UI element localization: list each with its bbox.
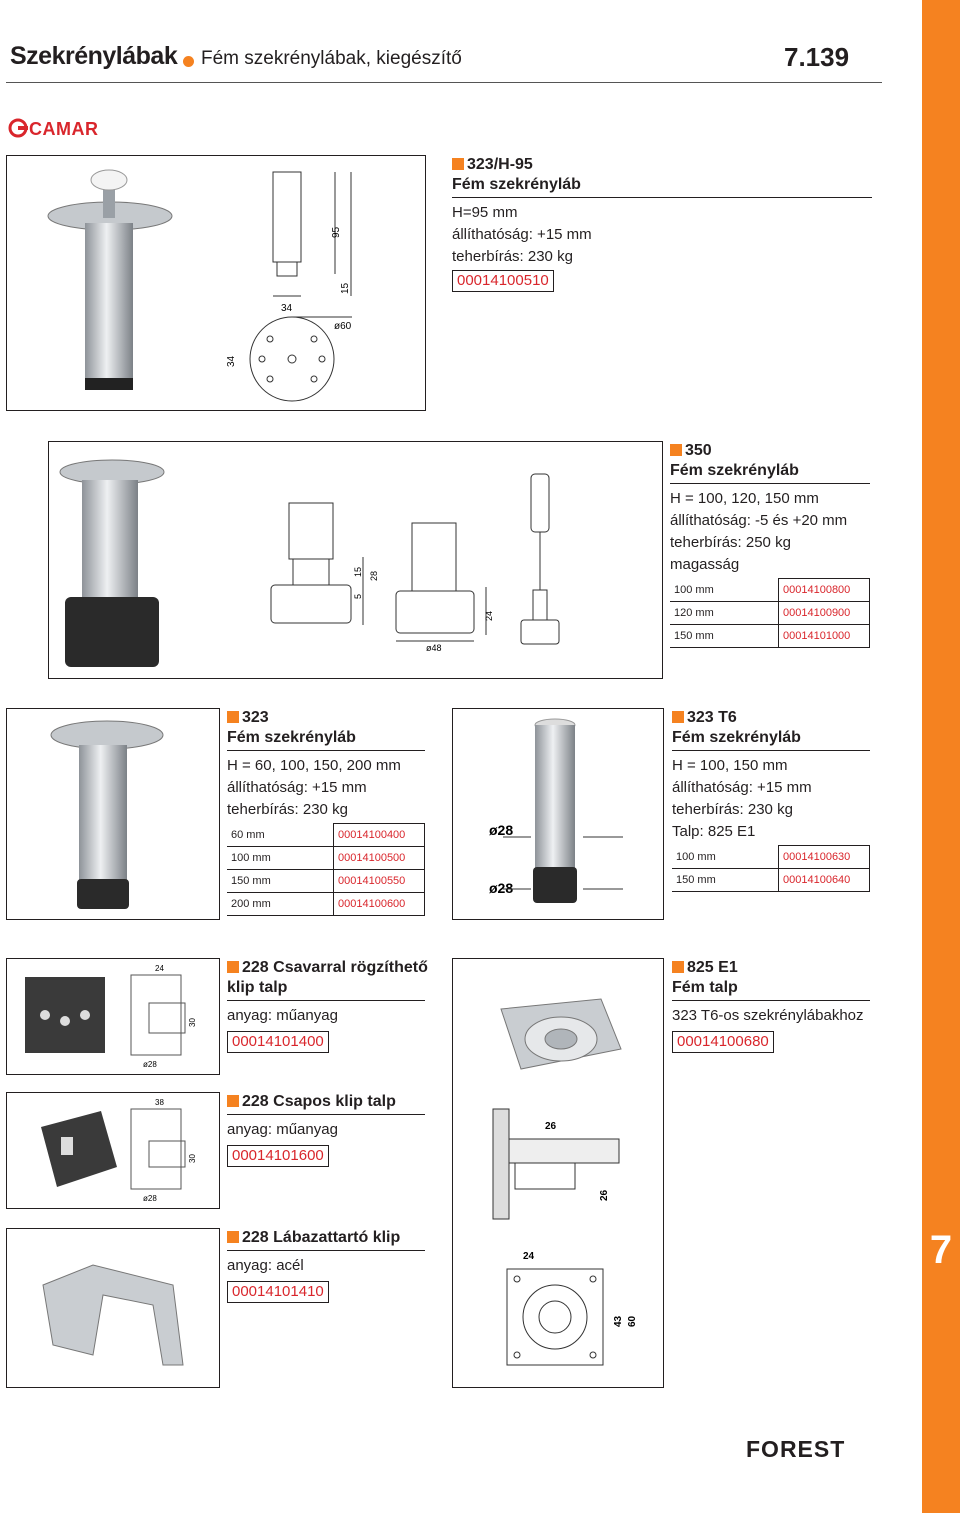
spec-line: állíthatóság: +15 mm — [452, 226, 592, 243]
product-name-323t6: Fém szekrényláb — [672, 729, 801, 746]
divider — [672, 1000, 870, 1001]
dim-d28: ø28 — [143, 1060, 157, 1069]
side-tab — [922, 0, 960, 1513]
dim-d60: ø60 — [334, 321, 352, 332]
image-box-323 — [6, 708, 220, 920]
chapter-number: 7 — [929, 1228, 953, 1272]
leg-drawing-350a — [269, 497, 389, 647]
code-cell: 00014100500 — [334, 847, 425, 870]
spec-line: H=95 mm — [452, 204, 518, 221]
spec-line: teherbírás: 230 kg — [227, 801, 348, 818]
screwdriver-drawing — [517, 470, 577, 650]
desc-line: 323 T6-os szekrénylábakhoz — [672, 1007, 864, 1024]
spec-line: állíthatóság: +15 mm — [672, 779, 812, 796]
variant-table-323t6 — [672, 845, 870, 892]
height-cell: 150 mm — [670, 625, 779, 648]
product-code-350: 350 — [670, 441, 712, 461]
camar-logo-icon — [8, 118, 30, 138]
dim-30: 30 — [188, 1154, 197, 1163]
dim-34: 34 — [281, 303, 293, 314]
leg-photo-323h95 — [45, 168, 175, 398]
divider — [227, 1000, 425, 1001]
divider — [227, 750, 425, 751]
header-divider — [6, 82, 882, 83]
base-photo-825e1 — [481, 989, 631, 1089]
dim-15: 15 — [353, 566, 363, 577]
product-name-350: Fém szekrényláb — [670, 462, 799, 479]
product-title-228b: 228 Csapos klip talp — [227, 1092, 396, 1112]
image-box-323t6 — [452, 708, 664, 920]
divider — [670, 483, 870, 484]
product-name-323h95: Fém szekrényláb — [452, 176, 581, 193]
image-box-228c — [6, 1228, 220, 1388]
leg-photo-350 — [57, 462, 167, 672]
page-title: Szekrénylábak — [10, 42, 178, 70]
dim-d28-top: ø28 — [489, 822, 514, 838]
product-code-825e1: 825 E1 — [672, 958, 738, 978]
dim-95: 95 — [331, 226, 342, 238]
plate-drawing-323h95 — [222, 311, 372, 411]
spec-line: H = 100, 120, 150 mm — [670, 490, 819, 507]
height-cell: 120 mm — [670, 602, 779, 625]
dim-24: 24 — [484, 610, 494, 621]
product-title-228a: 228 Csavarral rögzíthető — [227, 958, 428, 978]
clip-drawing-228b — [125, 1097, 215, 1203]
square-bullet-icon — [672, 961, 684, 973]
height-cell: 100 mm — [670, 579, 779, 602]
table-row — [672, 869, 870, 892]
order-number: 00014100510 — [452, 270, 554, 292]
spec-line: teherbírás: 230 kg — [452, 248, 573, 265]
product-code-323: 323 — [227, 708, 269, 728]
product-code-323h95: 323/H-95 — [452, 155, 533, 175]
table-row — [227, 847, 425, 870]
base-drawing-side — [493, 1109, 653, 1229]
height-cell: 150 mm — [227, 870, 334, 893]
square-bullet-icon — [227, 961, 239, 973]
dim-d48: ø48 — [426, 643, 442, 653]
square-bullet-icon — [227, 1231, 239, 1243]
page-code: 7.139 — [784, 42, 850, 72]
spec-line: állíthatóság: -5 és +20 mm — [670, 512, 848, 529]
base-drawing-top — [493, 1249, 653, 1379]
table-row — [670, 579, 870, 602]
camar-logo: CAMAR — [29, 119, 99, 139]
leg-drawing-323h95 — [265, 166, 375, 314]
clip-photo-228a — [21, 971, 111, 1061]
spec-line: teherbírás: 250 kg — [670, 534, 791, 551]
square-bullet-icon — [227, 1095, 239, 1107]
code-cell: 00014100400 — [334, 824, 425, 847]
spec-line: H = 100, 150 mm — [672, 757, 788, 774]
image-box-323h95 — [6, 155, 426, 411]
height-cell: 100 mm — [672, 846, 779, 869]
table-row — [672, 846, 870, 869]
dim-60: 60 — [627, 1315, 638, 1327]
square-bullet-icon — [670, 444, 682, 456]
page-subtitle: Fém szekrénylábak, kiegészítő — [201, 48, 462, 69]
dim-24: 24 — [155, 964, 164, 973]
variant-table-350 — [670, 578, 870, 648]
dim-38: 38 — [155, 1098, 164, 1107]
product-name-825e1: Fém talp — [672, 979, 738, 996]
code-cell: 00014100630 — [779, 846, 870, 869]
order-number: 00014101410 — [227, 1281, 329, 1303]
code-cell: 00014100800 — [779, 579, 870, 602]
table-row — [670, 625, 870, 648]
divider — [227, 1250, 425, 1251]
code-cell: 00014100550 — [334, 870, 425, 893]
height-cell: 100 mm — [227, 847, 334, 870]
order-number: 00014101600 — [227, 1145, 329, 1167]
table-row — [227, 870, 425, 893]
order-number: 00014100680 — [672, 1031, 774, 1053]
image-box-825e1 — [452, 958, 664, 1388]
dim-24: 24 — [523, 1251, 535, 1262]
spec-line: állíthatóság: +15 mm — [227, 779, 367, 796]
dim-30: 30 — [188, 1018, 197, 1027]
dim-5: 5 — [353, 593, 363, 599]
leg-photo-323t6 — [483, 717, 653, 912]
dim-26b: 26 — [599, 1189, 610, 1201]
variant-table-323 — [227, 823, 425, 916]
clip-photo-228c — [33, 1245, 203, 1375]
leg-drawing-350b — [394, 517, 504, 653]
product-title-228a-line2: klip talp — [227, 979, 288, 996]
material-line: anyag: műanyag — [227, 1121, 338, 1138]
divider — [672, 750, 870, 751]
dim-28: 28 — [369, 570, 379, 581]
dim-34b: 34 — [226, 355, 237, 367]
height-cell: 200 mm — [227, 893, 334, 916]
material-line: anyag: műanyag — [227, 1007, 338, 1024]
dim-15: 15 — [340, 282, 351, 294]
product-title-228c: 228 Lábazattartó klip — [227, 1228, 400, 1248]
image-box-228b — [6, 1092, 220, 1209]
square-bullet-icon — [672, 711, 684, 723]
height-cell: 60 mm — [227, 824, 334, 847]
spec-line: H = 60, 100, 150, 200 mm — [227, 757, 401, 774]
spec-line: teherbírás: 230 kg — [672, 801, 793, 818]
leg-photo-323 — [47, 719, 177, 914]
code-cell: 00014100600 — [334, 893, 425, 916]
material-line: anyag: acél — [227, 1257, 304, 1274]
square-bullet-icon — [452, 158, 464, 170]
divider — [227, 1114, 425, 1115]
table-row — [227, 824, 425, 847]
dim-d28: ø28 — [143, 1194, 157, 1203]
image-box-228a — [6, 958, 220, 1075]
spec-line: magasság — [670, 556, 740, 573]
table-row — [227, 893, 425, 916]
code-cell: 00014100900 — [779, 602, 870, 625]
dim-43: 43 — [613, 1315, 624, 1327]
product-code-323t6: 323 T6 — [672, 708, 737, 728]
clip-drawing-228a — [125, 963, 215, 1069]
divider — [452, 197, 872, 198]
order-number: 00014101400 — [227, 1031, 329, 1053]
product-name-323: Fém szekrényláb — [227, 729, 356, 746]
forest-logo: FOREST — [746, 1436, 846, 1462]
dim-d28-bottom: ø28 — [489, 880, 514, 896]
bullet-icon — [183, 56, 194, 67]
height-cell: 150 mm — [672, 869, 779, 892]
table-row — [670, 602, 870, 625]
square-bullet-icon — [227, 711, 239, 723]
code-cell: 00014101000 — [779, 625, 870, 648]
clip-photo-228b — [31, 1107, 121, 1197]
image-box-350 — [48, 441, 663, 679]
code-cell: 00014100640 — [779, 869, 870, 892]
spec-line: Talp: 825 E1 — [672, 823, 756, 840]
dim-26a: 26 — [545, 1121, 557, 1132]
